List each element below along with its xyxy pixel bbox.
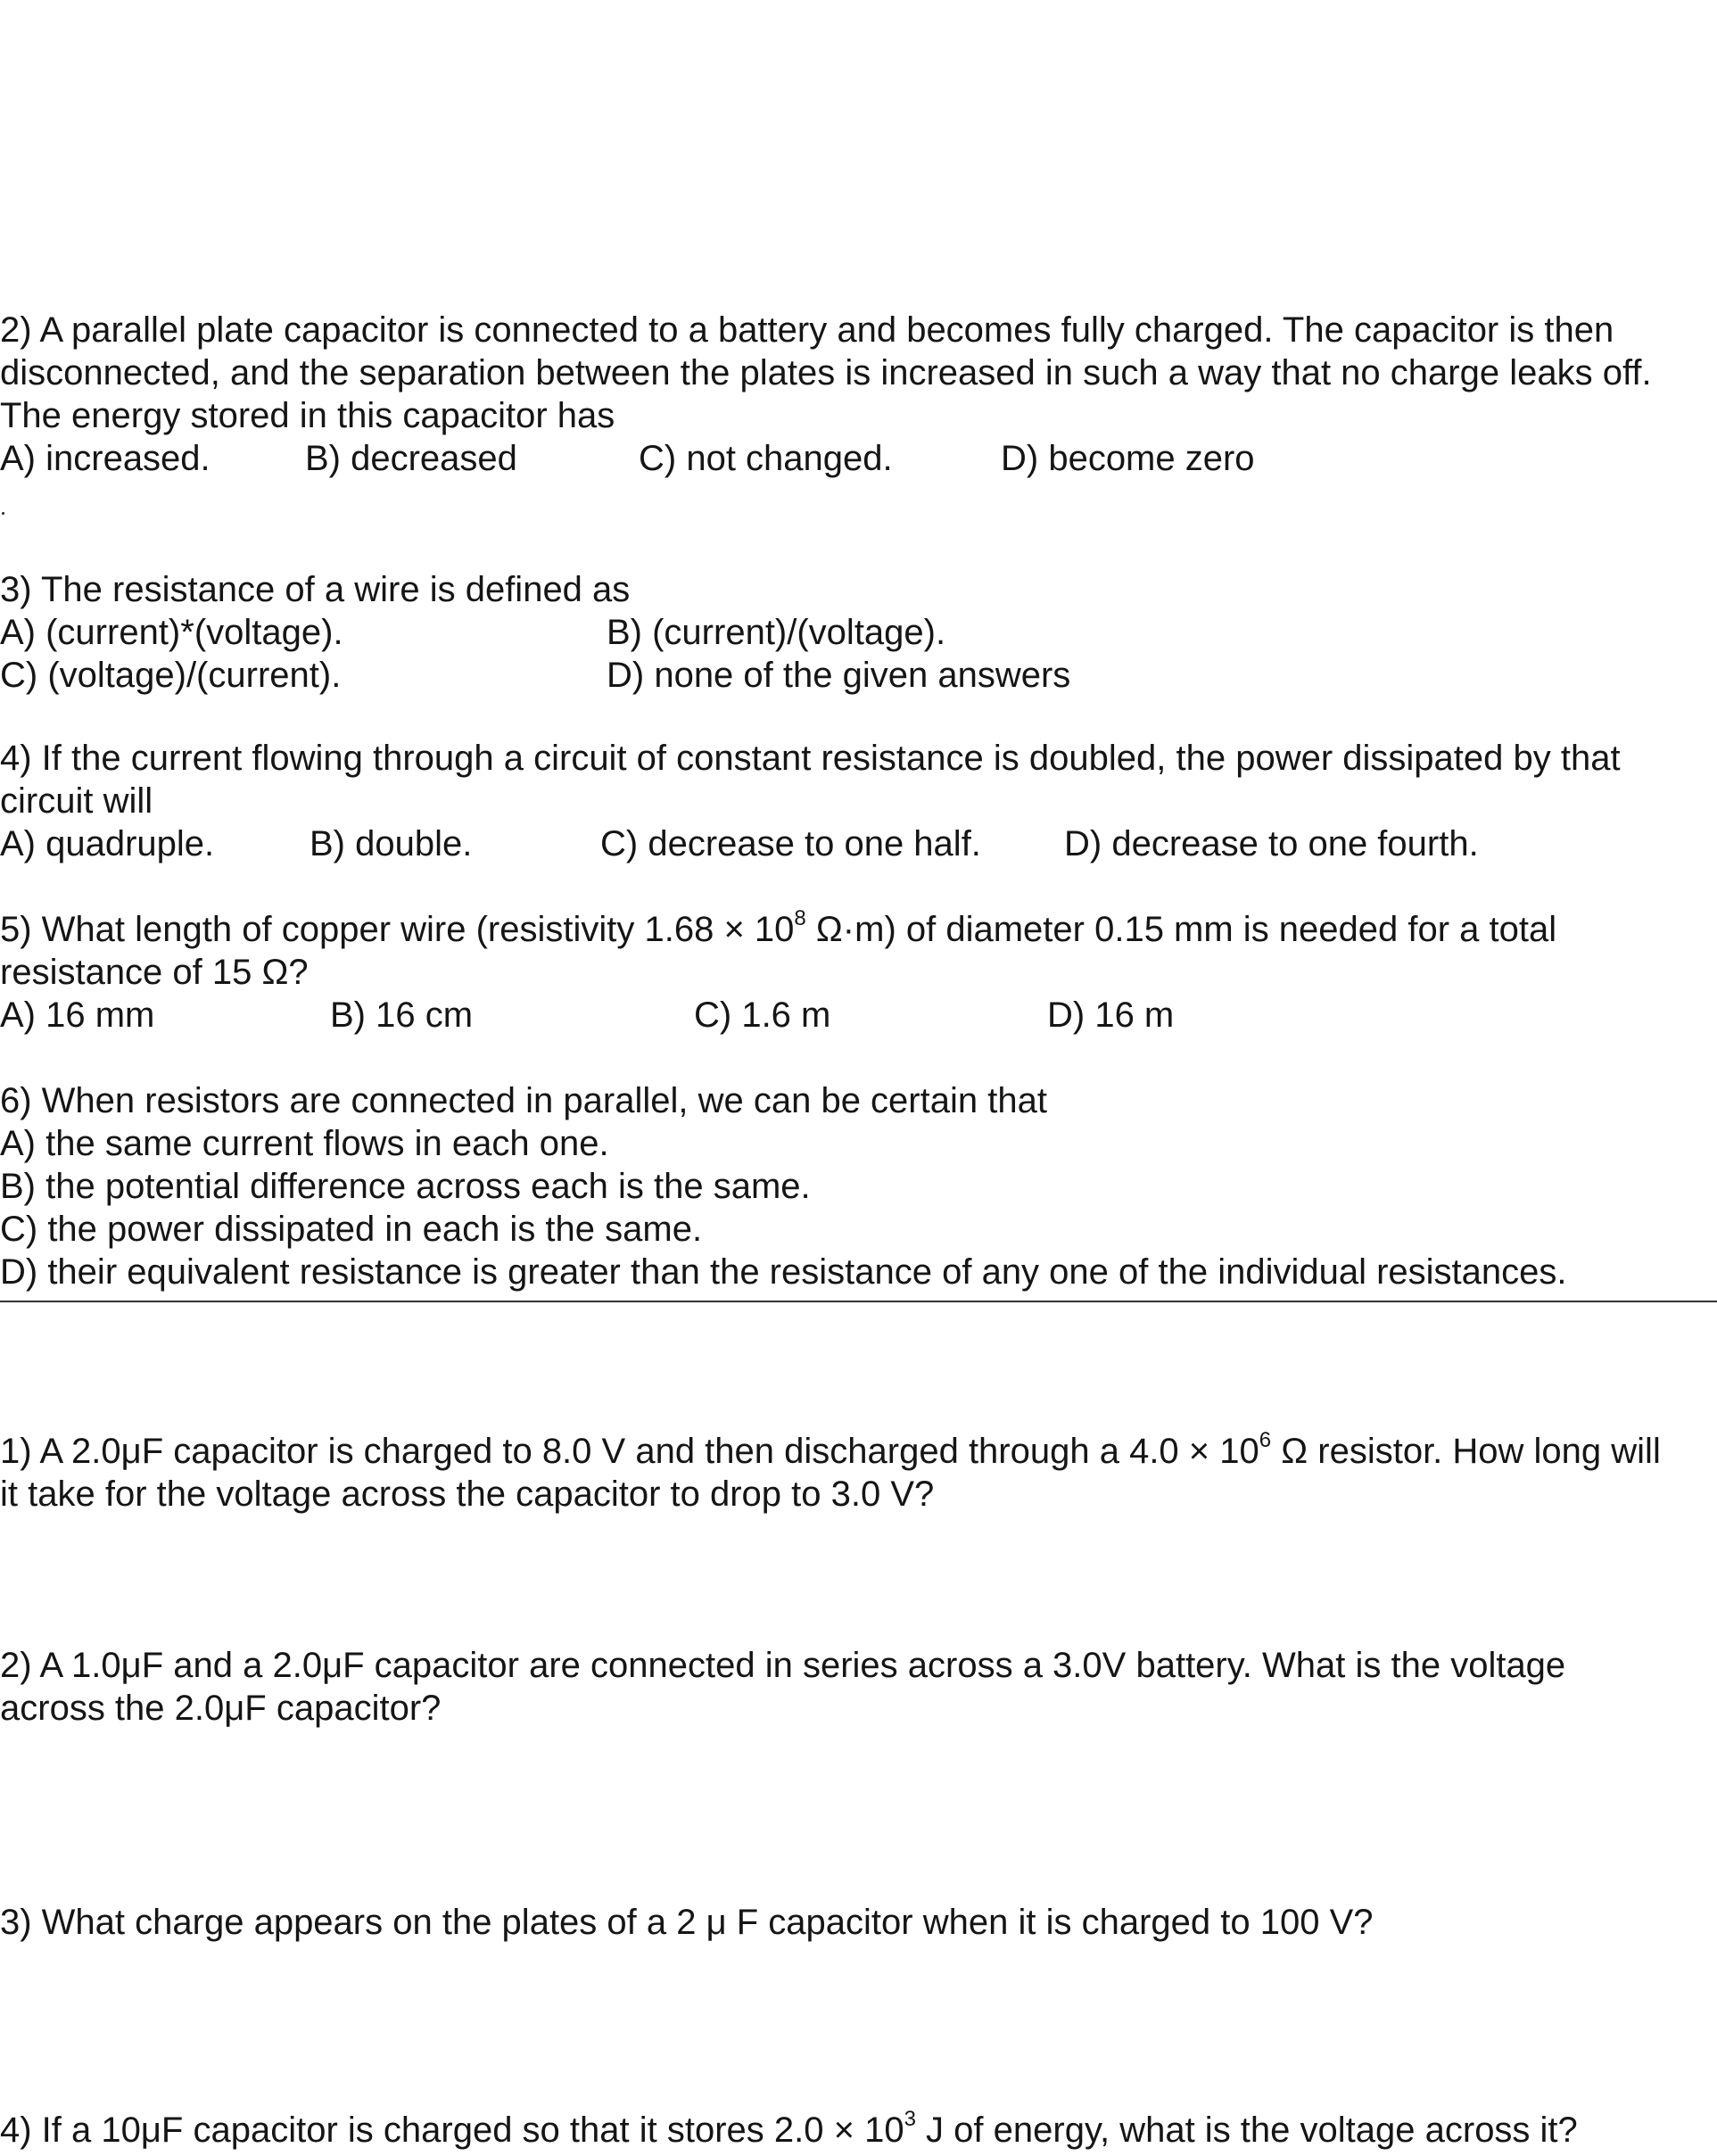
problem-line: it take for the voltage across the capacitor to drop to 3.0 V? (0, 1475, 935, 1514)
problem-text: 1) A 2.0μF capacitor is charged to 8.0 V and then discharged through a 4.0 × 10 (0, 1432, 1259, 1471)
option-b: B) double. (310, 824, 473, 863)
option-a: A) 16 mm (0, 995, 155, 1035)
exponent: 3 (904, 2106, 916, 2131)
question-stem-line: The energy stored in this capacitor has (0, 396, 615, 435)
option-b: B) 16 cm (330, 995, 474, 1035)
question-6 (0, 1079, 1717, 1293)
question-2 (0, 309, 1717, 480)
question-stem-line: 6) When resistors are connected in parallel, we can be certain that (0, 1081, 1047, 1120)
option-a: A) quadruple. (0, 824, 215, 863)
problem-line: 2) A 1.0μF and a 2.0μF capacitor are connected in series across a 3.0V battery. What is the voltage (0, 1646, 1566, 1685)
option-c: C) (voltage)/(current). (0, 656, 342, 695)
problem-2 (0, 1644, 1717, 1730)
option-d: D) become zero (1001, 439, 1255, 478)
answer-options (0, 437, 1717, 480)
answer-options (0, 994, 1717, 1037)
option-c: C) the power dissipated in each is the same. (0, 1210, 703, 1249)
stem-text: 5) What length of copper wire (resistivity 1.68 × 10 (0, 910, 795, 949)
option-a: A) the same current flows in each one. (0, 1124, 609, 1163)
problem-4 (0, 2106, 1717, 2152)
problem-line (0, 2106, 1717, 2152)
question-stem-line: 4) If the current flowing through a circuit of constant resistance is doubled, the power dissipated by that (0, 739, 1621, 778)
option-c: C) decrease to one half. (600, 824, 981, 863)
option-b: B) (current)/(voltage). (607, 613, 946, 652)
problem-line: across the 2.0μF capacitor? (0, 1689, 442, 1728)
option-c: C) not changed. (639, 439, 893, 478)
question-stem-line: circuit will (0, 781, 153, 821)
option-d: D) none of the given answers (607, 656, 1071, 695)
stray-mark (2, 512, 4, 515)
answer-options (0, 822, 1717, 865)
problem-1 (0, 1427, 1717, 1516)
question-stem-line: 2) A parallel plate capacitor is connected to a battery and becomes fully charged. The capacitor is then (0, 310, 1614, 350)
problem-3 (0, 1901, 1717, 1944)
problem-line (0, 1427, 1717, 1473)
problem-text: J of energy, what is the voltage across it? (915, 2111, 1578, 2150)
answer-options-row-2 (0, 654, 1717, 697)
question-4 (0, 737, 1717, 865)
problem-text: Ω resistor. How long will (1271, 1432, 1661, 1471)
question-stem-line: 3) The resistance of a wire is defined as (0, 570, 631, 609)
option-b: B) decreased (305, 439, 517, 478)
option-a: A) (current)*(voltage). (0, 613, 343, 652)
question-stem-line: disconnected, and the separation between the plates is increased in such a way that no charge leaks off. (0, 353, 1652, 392)
section-divider (0, 1301, 1717, 1302)
option-d: D) 16 m (1047, 995, 1175, 1035)
stem-text: Ω·m) of diameter 0.15 mm is needed for a total (805, 910, 1557, 949)
question-5 (0, 905, 1717, 1037)
exponent: 6 (1259, 1427, 1272, 1452)
option-a: A) increased. (0, 439, 210, 478)
question-3 (0, 568, 1717, 697)
question-stem-line (0, 905, 1717, 951)
option-c: C) 1.6 m (694, 995, 831, 1035)
problem-text: 4) If a 10μF capacitor is charged so that it stores 2.0 × 10 (0, 2111, 904, 2150)
option-b: B) the potential difference across each is the same. (0, 1167, 811, 1206)
problem-line: 3) What charge appears on the plates of a 2 μ F capacitor when it is charged to 100 V? (0, 1903, 1374, 1942)
option-d: D) their equivalent resistance is greater than the resistance of any one of the individual resistances. (0, 1252, 1567, 1292)
question-stem-line: resistance of 15 Ω? (0, 953, 309, 992)
answer-options-row-1 (0, 611, 1717, 654)
option-d: D) decrease to one fourth. (1064, 824, 1479, 863)
exponent: 8 (794, 905, 806, 930)
